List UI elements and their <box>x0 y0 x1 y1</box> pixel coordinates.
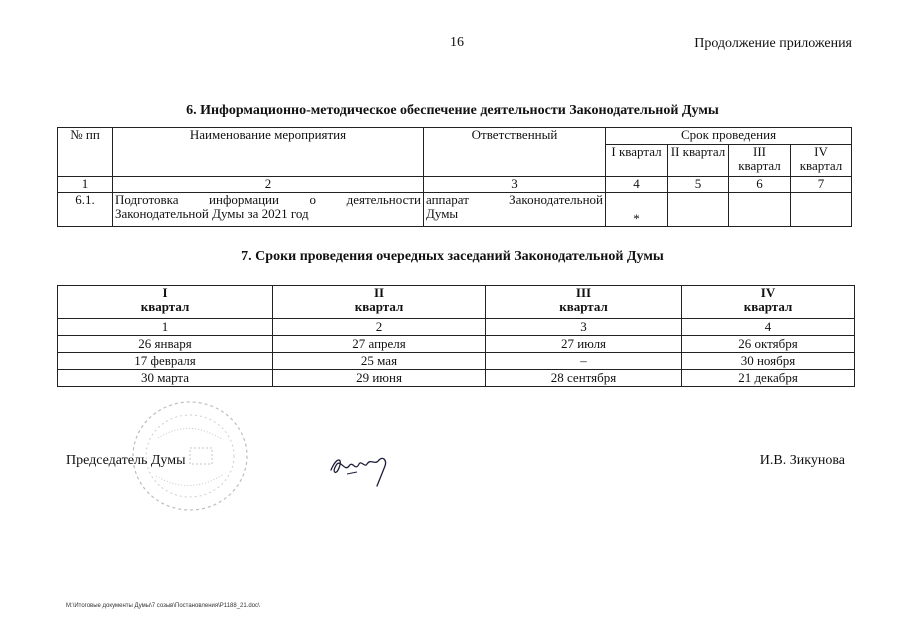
session-date: – <box>486 353 682 370</box>
section-6-title: 6. Информационно-методическое обеспечение деятельности Законодательной Думы <box>186 103 719 118</box>
session-date: 26 октября <box>682 336 855 353</box>
session-date: 26 января <box>58 336 273 353</box>
chairman-name: И.В. Зикунова <box>759 453 845 468</box>
sessions-table <box>57 285 855 387</box>
appendix-continuation: Продолжение приложения <box>694 36 852 51</box>
row-quarter-1: * <box>606 193 668 227</box>
column-number-1: 1 <box>58 319 273 336</box>
header-quarter-2: II квартал <box>273 286 486 319</box>
file-path: М:\Итоговые документы Думы\7 созыв\Постановления\Р1188_21.doc\ <box>66 603 260 609</box>
header-responsible: Ответственный <box>424 128 606 177</box>
session-date: 27 июля <box>486 336 682 353</box>
header-quarter-4: IV квартал <box>791 145 852 177</box>
chairman-title: Председатель Думы <box>66 453 186 468</box>
row-event-name <box>113 193 424 227</box>
responsible-line-1: аппарат Законодательной <box>426 192 603 207</box>
column-number-2: 2 <box>113 177 424 193</box>
handwritten-signature <box>327 450 395 490</box>
column-number-2: 2 <box>273 319 486 336</box>
header-quarter-4: IV квартал <box>682 286 855 319</box>
events-table <box>57 127 852 227</box>
session-date: 25 мая <box>273 353 486 370</box>
column-number-4: 4 <box>606 177 668 193</box>
session-date: 28 сентября <box>486 370 682 387</box>
session-date: 30 марта <box>58 370 273 387</box>
session-date: 21 декабря <box>682 370 855 387</box>
table-row <box>58 193 852 227</box>
row-quarter-2 <box>668 193 729 227</box>
table-row <box>58 353 855 370</box>
column-number-3: 3 <box>424 177 606 193</box>
row-number: 6.1. <box>58 193 113 227</box>
header-quarter-1: I квартал <box>58 286 273 319</box>
column-number-6: 6 <box>729 177 791 193</box>
page-number: 16 <box>450 35 464 50</box>
session-date: 29 июня <box>273 370 486 387</box>
header-quarter-3: III квартал <box>729 145 791 177</box>
column-number-3: 3 <box>486 319 682 336</box>
table-row <box>58 370 855 387</box>
session-date: 27 апреля <box>273 336 486 353</box>
row-responsible <box>424 193 606 227</box>
column-number-7: 7 <box>791 177 852 193</box>
header-quarter-2: II квартал <box>668 145 729 177</box>
header-quarter-3: III квартал <box>486 286 682 319</box>
table-row <box>58 336 855 353</box>
responsible-line-2: Думы <box>426 206 459 221</box>
row-quarter-4 <box>791 193 852 227</box>
session-date: 30 ноября <box>682 353 855 370</box>
session-date: 17 февраля <box>58 353 273 370</box>
column-number-4: 4 <box>682 319 855 336</box>
column-number-5: 5 <box>668 177 729 193</box>
header-quarter-1: I квартал <box>606 145 668 177</box>
row-quarter-3 <box>729 193 791 227</box>
header-number: № пп <box>58 128 113 177</box>
event-name-line-1: Подготовка информации о деятельности <box>115 192 421 207</box>
column-number-1: 1 <box>58 177 113 193</box>
event-name-line-2: Законодательной Думы за 2021 год <box>115 206 309 221</box>
section-7-title: 7. Сроки проведения очередных заседаний Законодательной Думы <box>241 249 664 264</box>
header-period: Срок проведения <box>606 128 852 145</box>
header-name: Наименование мероприятия <box>113 128 424 177</box>
